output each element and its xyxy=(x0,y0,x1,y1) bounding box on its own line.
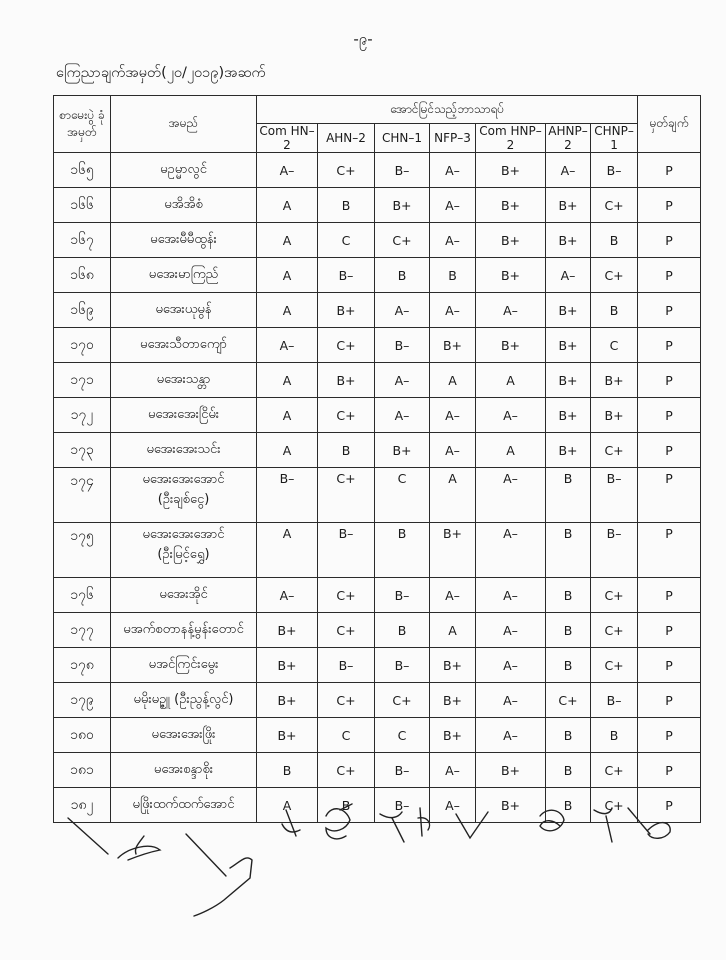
grade-cell: A– xyxy=(476,718,546,753)
grade-cell: A– xyxy=(476,683,546,718)
grade-cell: B– xyxy=(318,648,375,683)
grade-cell: B– xyxy=(318,258,375,293)
table-row xyxy=(54,258,701,293)
remark-cell: P xyxy=(638,433,701,468)
grade-cell: C+ xyxy=(318,153,375,188)
roll-number-cell: ၁၇၉ xyxy=(54,683,111,718)
grade-cell: A– xyxy=(546,153,591,188)
roll-number-cell: ၁၈၀ xyxy=(54,718,111,753)
grade-cell: B xyxy=(375,258,430,293)
grade-cell: B+ xyxy=(546,188,591,223)
remark-cell: P xyxy=(638,753,701,788)
student-name-cell xyxy=(111,258,257,293)
grade-cell: A– xyxy=(430,753,476,788)
table-row xyxy=(54,328,701,363)
header-subjects-group: အောင်မြင်သည့်ဘာသာရပ် xyxy=(257,96,638,124)
roll-number-cell: ၁၇၃ xyxy=(54,433,111,468)
student-name-cell xyxy=(111,753,257,788)
grade-cell: C xyxy=(318,718,375,753)
grade-cell: B+ xyxy=(591,363,638,398)
grade-cell: C+ xyxy=(591,753,638,788)
grade-cell: A xyxy=(257,363,318,398)
student-name-line: မအေးသန္တာ xyxy=(156,372,211,387)
remark-cell: P xyxy=(638,613,701,648)
grade-cell: C+ xyxy=(318,683,375,718)
grade-cell: C+ xyxy=(318,468,375,523)
header-subject: CHN–1 xyxy=(375,124,430,153)
grade-cell: A– xyxy=(476,648,546,683)
grade-cell: C+ xyxy=(591,578,638,613)
grade-cell: A xyxy=(257,523,318,578)
grade-cell: A xyxy=(430,613,476,648)
roll-number-cell: ၁၇၇ xyxy=(54,613,111,648)
grade-cell: B+ xyxy=(476,188,546,223)
grade-cell: B+ xyxy=(546,328,591,363)
grade-cell: B xyxy=(546,613,591,648)
roll-number-cell: ၁၆၈ xyxy=(54,258,111,293)
table-row xyxy=(54,648,701,683)
student-name-line: မအေးအေးဖြိုး xyxy=(151,727,216,742)
student-name-line: မအေးယုမွန် xyxy=(155,302,212,317)
grade-cell: B+ xyxy=(430,328,476,363)
student-name-cell xyxy=(111,613,257,648)
grade-cell: C+ xyxy=(591,188,638,223)
grade-cell: B– xyxy=(257,468,318,523)
grade-cell: B+ xyxy=(546,223,591,258)
student-name-cell xyxy=(111,398,257,433)
table-row xyxy=(54,398,701,433)
header-subject: Com HNP–2 xyxy=(476,124,546,153)
roll-number-cell: ၁၆၆ xyxy=(54,188,111,223)
grade-cell: C+ xyxy=(318,753,375,788)
header-subject: Com HN–2 xyxy=(257,124,318,153)
remark-cell: P xyxy=(638,468,701,523)
grade-cell: A– xyxy=(476,468,546,523)
roll-number-cell: ၁၇၅ xyxy=(54,523,111,578)
grade-cell: C+ xyxy=(318,398,375,433)
grade-cell: B– xyxy=(375,328,430,363)
grade-cell: A– xyxy=(257,328,318,363)
header-subject: CHNP–1 xyxy=(591,124,638,153)
grade-cell: B– xyxy=(318,523,375,578)
grade-cell: A– xyxy=(546,258,591,293)
grade-cell: B+ xyxy=(318,363,375,398)
grade-cell: B xyxy=(546,578,591,613)
grade-cell: A xyxy=(257,788,318,823)
student-name-line: မဥမ္မာလွင် xyxy=(160,162,207,177)
student-name-cell xyxy=(111,718,257,753)
roll-number-cell: ၁၈၂ xyxy=(54,788,111,823)
grade-cell: A– xyxy=(430,223,476,258)
remark-cell: P xyxy=(638,523,701,578)
grade-cell: B xyxy=(318,188,375,223)
student-name-line: မအေးအေးငြိမ်း xyxy=(147,407,220,422)
grade-cell: B+ xyxy=(546,433,591,468)
grade-cell: A– xyxy=(430,153,476,188)
grade-cell: A xyxy=(257,433,318,468)
remark-cell: P xyxy=(638,788,701,823)
header-remark: မှတ်ချက် xyxy=(638,96,701,153)
student-name-line: မအေးအေးအောင် xyxy=(142,527,225,542)
roll-number-cell: ၁၆၉ xyxy=(54,293,111,328)
grade-cell: C+ xyxy=(591,788,638,823)
grade-cell: A– xyxy=(430,433,476,468)
grade-cell: B xyxy=(375,523,430,578)
student-name-line: မအေးမီမီထွန်း xyxy=(150,232,217,247)
roll-number-cell: ၁၆၇ xyxy=(54,223,111,258)
grade-cell: A– xyxy=(476,578,546,613)
grade-cell: B– xyxy=(375,578,430,613)
grade-cell: B+ xyxy=(546,293,591,328)
grade-cell: A xyxy=(257,223,318,258)
student-name-cell xyxy=(111,153,257,188)
grade-cell: B+ xyxy=(430,523,476,578)
grade-cell: B+ xyxy=(546,363,591,398)
student-name-cell xyxy=(111,293,257,328)
grade-cell: B+ xyxy=(546,398,591,433)
remark-cell: P xyxy=(638,578,701,613)
page-number: -၉- xyxy=(353,30,373,48)
grade-cell: B+ xyxy=(257,613,318,648)
grade-cell: B+ xyxy=(318,293,375,328)
grade-cell: B– xyxy=(375,753,430,788)
table-row xyxy=(54,363,701,398)
roll-number-cell: ၁၈၁ xyxy=(54,753,111,788)
table-body xyxy=(54,153,701,823)
grade-cell: A xyxy=(476,363,546,398)
table-row xyxy=(54,613,701,648)
grade-cell: B– xyxy=(375,788,430,823)
grade-cell: A– xyxy=(375,363,430,398)
table-row xyxy=(54,683,701,718)
header-subject: NFP–3 xyxy=(430,124,476,153)
grade-cell: C xyxy=(375,468,430,523)
grade-cell: A– xyxy=(430,293,476,328)
table-row xyxy=(54,433,701,468)
grade-cell: B xyxy=(257,753,318,788)
grade-cell: B+ xyxy=(476,788,546,823)
header-subject: AHNP–2 xyxy=(546,124,591,153)
grade-cell: A– xyxy=(476,613,546,648)
roll-number-cell: ၁၇၆ xyxy=(54,578,111,613)
grade-cell: C+ xyxy=(591,433,638,468)
signatures xyxy=(0,790,726,960)
grade-cell: B+ xyxy=(430,718,476,753)
grade-cell: C+ xyxy=(375,223,430,258)
student-name-line: (ဦးမြင့်ရွှေ) xyxy=(157,547,210,562)
roll-number-cell: ၁၇၈ xyxy=(54,648,111,683)
roll-number-cell: ၁၇၁ xyxy=(54,363,111,398)
grade-cell: C+ xyxy=(546,683,591,718)
student-name-line: မအက်စတာနန့်မွန်းတောင် xyxy=(123,622,244,637)
grade-cell: B+ xyxy=(430,648,476,683)
student-name-cell xyxy=(111,578,257,613)
grade-cell: A– xyxy=(257,153,318,188)
grade-cell: B xyxy=(591,293,638,328)
grade-cell: B+ xyxy=(430,683,476,718)
grade-cell: C+ xyxy=(318,328,375,363)
grade-cell: B+ xyxy=(476,328,546,363)
grade-cell: A– xyxy=(430,788,476,823)
grade-cell: B xyxy=(318,788,375,823)
remark-cell: P xyxy=(638,398,701,433)
grade-cell: B+ xyxy=(257,648,318,683)
grade-cell: A– xyxy=(476,293,546,328)
student-name-cell xyxy=(111,648,257,683)
roll-number-cell: ၁၇၂ xyxy=(54,398,111,433)
remark-cell: P xyxy=(638,153,701,188)
remark-cell: P xyxy=(638,188,701,223)
grade-cell: B– xyxy=(591,523,638,578)
table-row xyxy=(54,753,701,788)
remark-cell: P xyxy=(638,223,701,258)
grade-cell: B– xyxy=(375,153,430,188)
table-row xyxy=(54,468,701,523)
student-name-cell xyxy=(111,188,257,223)
grade-cell: B xyxy=(546,523,591,578)
grade-cell: B xyxy=(546,718,591,753)
student-name-line: မအေးမာကြည် xyxy=(148,267,219,282)
grade-cell: B+ xyxy=(257,718,318,753)
student-name-cell xyxy=(111,433,257,468)
remark-cell: P xyxy=(638,258,701,293)
student-name-line: မအေးအေးအောင် xyxy=(142,472,225,487)
grade-cell: A– xyxy=(476,523,546,578)
student-name-cell xyxy=(111,523,257,578)
grade-cell: C xyxy=(591,328,638,363)
grade-cell: B xyxy=(318,433,375,468)
grade-cell: A xyxy=(257,188,318,223)
student-name-line: မအေးအိုင် xyxy=(159,587,208,602)
grade-cell: A xyxy=(476,433,546,468)
grade-cell: A– xyxy=(257,578,318,613)
table-row xyxy=(54,578,701,613)
roll-number-cell: ၁၆၅ xyxy=(54,153,111,188)
header-name: အမည် xyxy=(111,96,257,153)
grade-cell: A– xyxy=(430,398,476,433)
grade-cell: C+ xyxy=(375,683,430,718)
remark-cell: P xyxy=(638,683,701,718)
student-name-cell xyxy=(111,223,257,258)
student-name-cell xyxy=(111,468,257,523)
student-name-cell xyxy=(111,328,257,363)
grade-cell: A– xyxy=(476,398,546,433)
table-header xyxy=(54,96,701,153)
grade-cell: C xyxy=(318,223,375,258)
grade-cell: B xyxy=(591,718,638,753)
remark-cell: P xyxy=(638,328,701,363)
student-name-line: မအေးအေးသင်း xyxy=(146,442,221,457)
grade-cell: B+ xyxy=(476,753,546,788)
grade-cell: C+ xyxy=(591,613,638,648)
remark-cell: P xyxy=(638,363,701,398)
grade-cell: A xyxy=(257,293,318,328)
grade-cell: B+ xyxy=(476,258,546,293)
grade-cell: B– xyxy=(591,468,638,523)
grade-cell: B– xyxy=(591,683,638,718)
grade-cell: A xyxy=(430,363,476,398)
grade-cell: B– xyxy=(375,648,430,683)
reference-title: ကြေညာချက်အမှတ်(၂၀/၂၀၁၉)အဆက် xyxy=(56,65,266,81)
grade-cell: C+ xyxy=(318,578,375,613)
student-name-line: မအင်ကြင်းမွေး xyxy=(148,657,219,672)
header-subject: AHN–2 xyxy=(318,124,375,153)
table-row xyxy=(54,718,701,753)
grade-cell: C+ xyxy=(591,258,638,293)
grade-cell: B xyxy=(375,613,430,648)
remark-cell: P xyxy=(638,648,701,683)
grade-cell: B xyxy=(546,648,591,683)
grade-cell: A xyxy=(257,398,318,433)
grade-cell: C+ xyxy=(591,648,638,683)
grade-cell: B+ xyxy=(375,433,430,468)
roll-number-cell: ၁၇၀ xyxy=(54,328,111,363)
table-row xyxy=(54,153,701,188)
grade-cell: C xyxy=(375,718,430,753)
grade-cell: A– xyxy=(430,578,476,613)
roll-number-cell: ၁၇၄ xyxy=(54,468,111,523)
student-name-line: မအိအိစံ xyxy=(164,197,203,212)
student-name-line: မအေးစန္ဒာစိုး xyxy=(153,762,214,777)
grade-cell: B+ xyxy=(591,398,638,433)
grade-cell: B xyxy=(546,468,591,523)
table-row xyxy=(54,223,701,258)
header-roll-no: စာမေးပွဲ ခုံအမှတ် xyxy=(54,96,111,153)
grade-cell: B xyxy=(546,753,591,788)
grade-cell: B xyxy=(546,788,591,823)
grade-cell: B– xyxy=(591,153,638,188)
grade-cell: B+ xyxy=(476,153,546,188)
table-row xyxy=(54,293,701,328)
grade-cell: A xyxy=(257,258,318,293)
student-name-cell xyxy=(111,363,257,398)
grade-cell: B+ xyxy=(476,223,546,258)
grade-cell: B+ xyxy=(375,188,430,223)
remark-cell: P xyxy=(638,718,701,753)
grade-cell: A– xyxy=(375,398,430,433)
student-name-cell xyxy=(111,683,257,718)
grade-cell: B xyxy=(591,223,638,258)
student-name-line: မမိုးမဥ္ဇူ (ဦးညွန့်လွင်) xyxy=(133,692,234,707)
grade-cell: A– xyxy=(375,293,430,328)
grade-cell: A– xyxy=(430,188,476,223)
student-name-line: မဖြိုးထက်ထက်အောင် xyxy=(132,797,235,812)
student-name-line: မအေးသီတာကျော် xyxy=(140,337,227,352)
results-table xyxy=(53,95,701,823)
grade-cell: C+ xyxy=(318,613,375,648)
remark-cell: P xyxy=(638,293,701,328)
grade-cell: B xyxy=(430,258,476,293)
table-row xyxy=(54,523,701,578)
grade-cell: B+ xyxy=(257,683,318,718)
grade-cell: A xyxy=(430,468,476,523)
student-name-line: (ဦးချစ်ငွေ) xyxy=(157,492,210,507)
table-row xyxy=(54,188,701,223)
